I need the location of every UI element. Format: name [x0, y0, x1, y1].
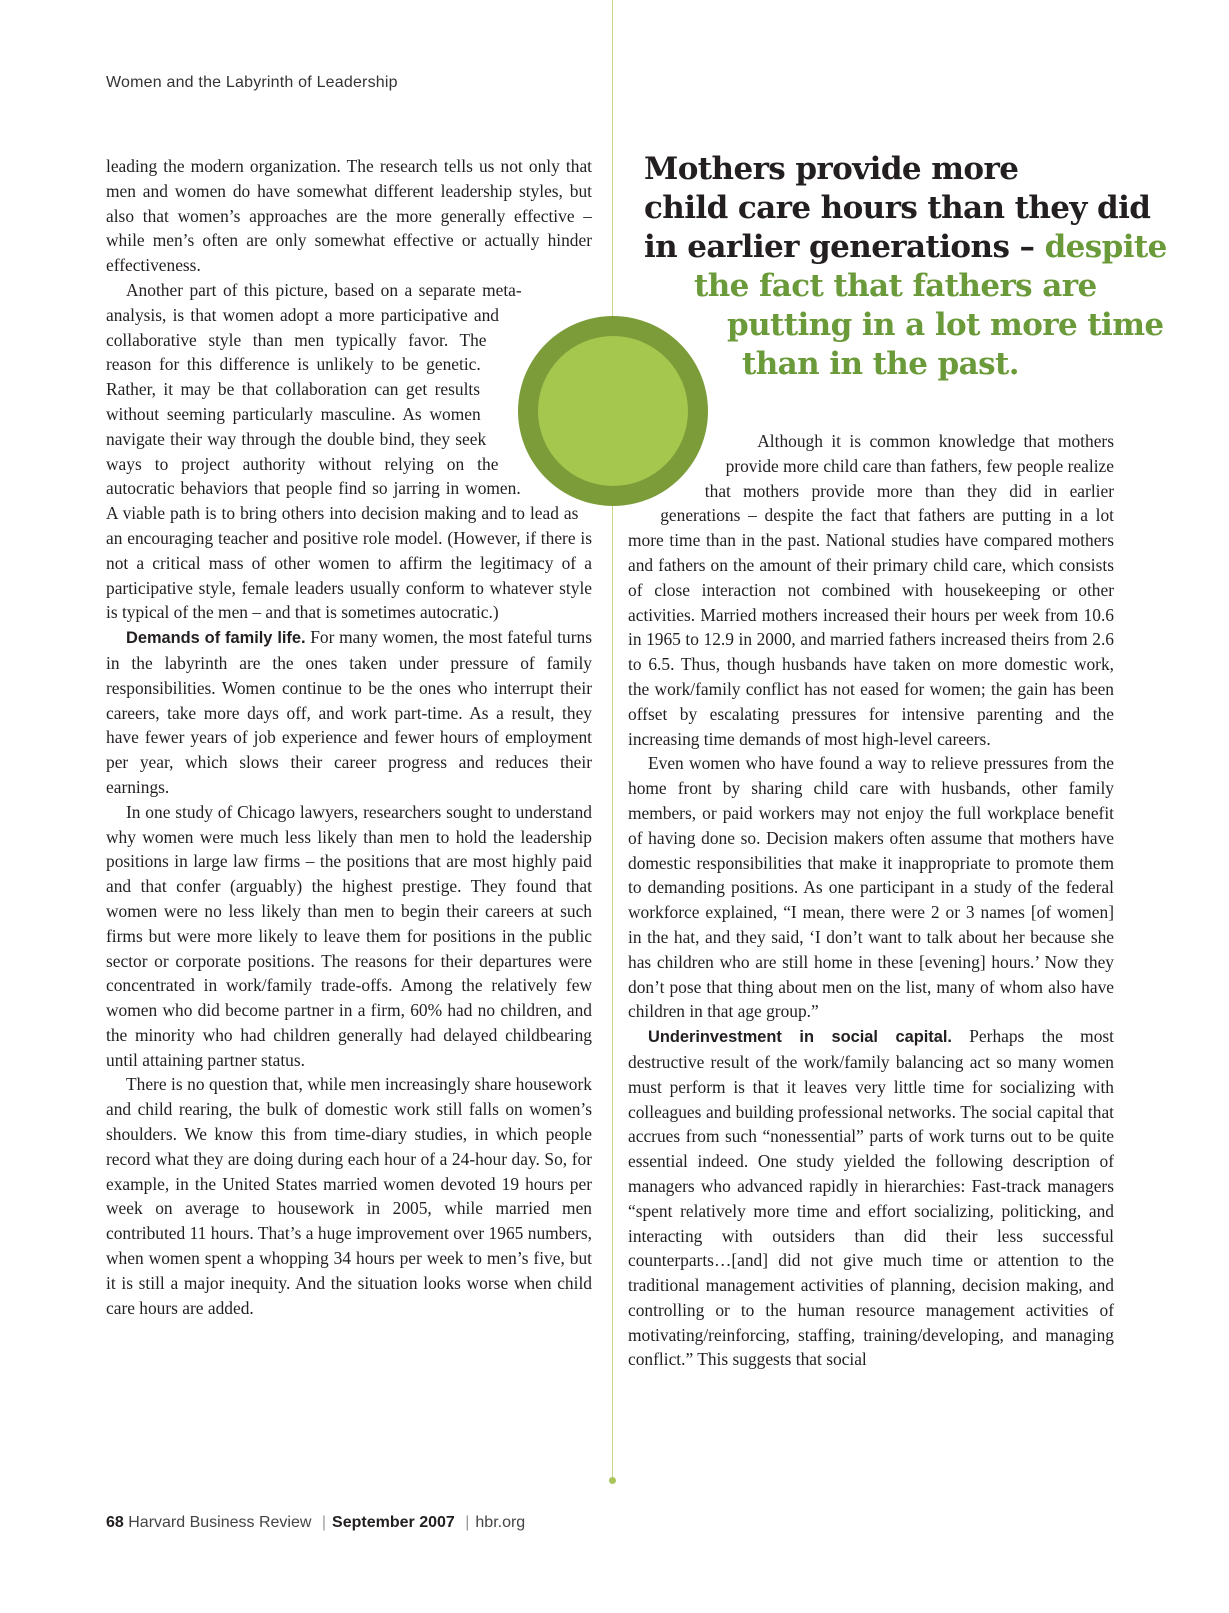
pull-quote-line-3-dark: in earlier generations –	[644, 229, 1045, 265]
column-divider	[612, 0, 613, 1480]
right-paragraph-1: Although it is common knowledge that mothers provide more child care than fathers, few people realize that mothers provide more than they did in earlier generations – despite the fact that fathers are putting in a lot more time than in the past. National studies have compared mothers and fathers on the amount of their primary child care, which consists of close interaction not combined with housekeeping or other activities. Married mothers increased their hours per week from 10.6 in 1965 to 12.9 in 2000, and married fathers increased theirs from 2.6 to 6.5. Thus, though husbands have taken on more domestic work, the work/family conflict has not eased for women; the gain has been offset by escalating pressures for intensive parenting and the increasing time demands of most high-level careers.	[628, 431, 1114, 749]
left-paragraph-1: leading the modern organization. The research tells us not only that men and women do have somewhat different leadership styles, but also that women’s approaches are the more generally effective – while men’s often are only somewhat effective or actually hinder effectiveness.	[106, 156, 592, 276]
page-footer	[106, 1514, 525, 1532]
left-paragraph-4: In one study of Chicago lawyers, researchers sought to understand why women were much less likely than men to hold the leadership positions in large law firms – the positions that are most highly paid and that confer (arguably) the highest prestige. They found that women were no less likely than men to begin their careers at such firms but were more likely to leave them for positions in the public sector or corporate positions. The reasons for their departures were concentrated in work/family trade-offs. Among the relatively few women who did become partner in a firm, 60% had no children, and the minority who had children generally had delayed childbearing until attaining partner status.	[106, 801, 592, 1070]
right-paragraph-3	[628, 1024, 1114, 1372]
left-paragraph-5: There is no question that, while men increasingly share housework and child rearing, the bulk of domestic work still falls on women’s shoulders. We know this from time-diary studies, in which people record what they are doing during each hour of a 24-hour day. So, for example, in the United States married women devoted 19 hours per week on average to housework in 2005, while married men contributed 11 hours. That’s a huge improvement over 1965 numbers, when women spent a whopping 34 hours per week to men’s five, but it is still a major inequity. And the situation looks worse when child care hours are added.	[106, 1074, 592, 1318]
divider-end-dot	[609, 1477, 616, 1484]
pull-quote-line-1: Mothers provide more	[644, 151, 1019, 187]
footer-separator-1: |	[321, 1514, 327, 1531]
website-link[interactable]: hbr.org	[475, 1514, 526, 1531]
left-paragraph-3-text: For many women, the most fateful turns in the labyrinth are the ones taken under pressure of family responsibilities. Women continue to be the ones who interrupt their careers, take more days off, and work part-time. As a result, they have fewer years of job experience and fewer hours of employment per year, which slows their career progress and reduces their earnings.	[106, 627, 592, 797]
right-column	[628, 429, 1114, 1372]
pull-quote-line-6: than in the past.	[742, 346, 1019, 382]
pull-quote-line-2: child care hours than they did	[644, 190, 1151, 226]
issue-date: September 2007	[332, 1514, 455, 1531]
pull-quote-line-3	[644, 228, 1167, 267]
publication-name: Harvard Business Review	[128, 1514, 312, 1531]
left-column	[106, 154, 592, 1320]
pull-quote	[644, 150, 1167, 384]
pull-quote-line-4: the fact that fathers are	[694, 268, 1097, 304]
right-paragraph-2: Even women who have found a way to relieve pressures from the home front by sharing child care with husbands, other family members, or paid workers may not enjoy the full workplace benefit of having done so. Decision makers often assume that mothers have domestic responsibilities that make it inappropriate to promote them to demanding positions. As one participant in a study of the federal workforce explained, “I mean, there were 2 or 3 names [of women] in the hat, and they said, ‘I don’t want to talk about her because she has children who are still home in these [evening] hours.’ Now they don’t pose that thing about men on the list, many of whom also have children in that age group.”	[628, 753, 1114, 1022]
right-paragraph-3-text: Perhaps the most destructive result of the work/family balancing act so many women must perform is that it leaves very little time for socializing with colleagues and building professional networks. The social capital that accrues from such “nonessential” parts of work turns out to be quite essential indeed. One study yielded the following description of managers who advanced rapidly in hierarchies: Fast-track managers “spent relatively more time and effort socializing, politicking, and interacting with outsiders than did their less successful counterparts…[and] did not give much time or attention to the traditional management activities of planning, decision making, and controlling or to the human resource management activities of motivating/reinforcing, staffing, training/developing, and managing conflict.” This suggests that social	[628, 1026, 1115, 1370]
left-paragraph-3	[106, 625, 592, 800]
page-number: 68	[106, 1514, 124, 1531]
left-paragraph-2: Another part of this picture, based on a separate meta-analysis, is that women adopt a more participative and collaborative style than men typically favor. The reason for this difference is unlikely to be genetic. Rather, it may be that collaboration can get results without seeming particularly masculine. As women navigate their way through the double bind, they seek ways to project authority without relying on the autocratic behaviors that people find so jarring in women. A viable path is to bring others into decision making and to lead as an encouraging teacher and positive role model. (However, if there is not a critical mass of other women to affirm the legitimacy of a participative style, female leaders usually conform to whatever style is typical of the men – and that is sometimes autocratic.)	[106, 279, 592, 623]
running-head: Women and the Labyrinth of Leadership	[106, 74, 398, 91]
pull-quote-line-3-green: despite	[1044, 229, 1167, 265]
section-heading-family-life: Demands of family life.	[126, 629, 306, 648]
footer-separator-2: |	[465, 1514, 470, 1531]
section-heading-social-capital: Underinvestment in social capital.	[648, 1028, 952, 1047]
pull-quote-line-5: putting in a lot more time	[727, 307, 1164, 343]
